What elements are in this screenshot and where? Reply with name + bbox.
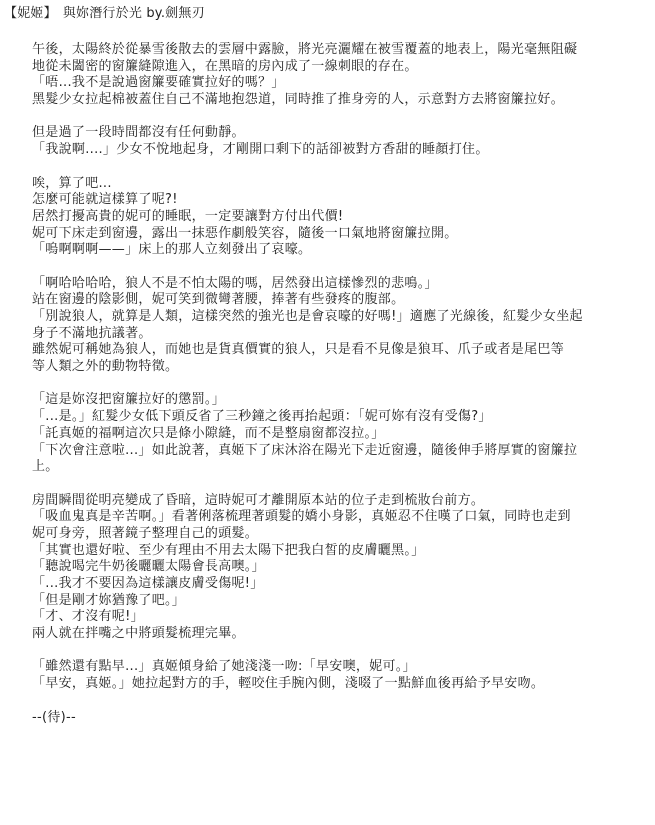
- paragraph-gap: [32, 109, 647, 126]
- end-mark: --(待)--: [32, 709, 77, 725]
- paragraph-gap: [32, 476, 647, 493]
- story-line: 「吸血鬼真是辛苦啊。」看著俐落梳理著頭髮的嬌小身影，真姬忍不住嘆了口氣，同時也走到: [32, 509, 571, 525]
- story-line: 「其實也還好啦、至少有理由不用去太陽下把我白皙的皮膚曬黑。」: [32, 542, 425, 558]
- story-line: 「...我才不要因為這樣讓皮膚受傷呢!」: [32, 576, 264, 591]
- paragraph-gap: [32, 693, 647, 710]
- story-line: 「才、才沒有呢!」: [32, 609, 144, 625]
- story-line: 房間瞬間從明亮變成了昏暗，這時妮可才離開原本站的位子走到梳妝台前方。: [32, 492, 485, 508]
- title-tag: 【妮姬】: [4, 6, 57, 21]
- story-paragraph: [32, 42, 647, 109]
- story-line: 但是過了一段時間都沒有任何動靜。: [32, 125, 245, 141]
- story-line: 「但是剛才妳猶豫了吧。」: [32, 592, 186, 608]
- story-line: 「我說啊....」少女不悅地起身，才剛開口剩下的話卻被對方香甜的睡顏打住。: [32, 142, 489, 158]
- story-line: 「啊哈哈哈哈，狼人不是不怕太陽的嗎，居然發出這樣慘烈的悲鳴。」: [32, 275, 438, 291]
- story-line: 「別說狼人，就算是人類，這樣突然的強光也是會哀嚎的好嗎!」適應了光線後，紅髮少女坐起: [32, 309, 583, 324]
- story-paragraph: [32, 659, 647, 692]
- story-paragraph: [32, 176, 647, 259]
- story-line: 兩人就在拌嘴之中將頭髮梳理完畢。: [32, 626, 245, 642]
- story-line: 「...是。」紅髮少女低下頭反省了三秒鐘之後再抬起頭：「妮可妳有沒有受傷?」: [32, 409, 492, 425]
- title-text: 與妳潛行於光 by.劍無刃: [62, 6, 205, 21]
- story-line: 午後，太陽終於從暴雪後散去的雲層中露臉，將光亮灑耀在被雪覆蓋的地表上，陽光毫無阻礙: [32, 42, 578, 57]
- story-line: 雖然妮可稱她為狼人，而她也是貨真價實的狼人，只是看不見像是狼耳、爪子或者是尾巴等: [32, 342, 565, 358]
- story-line: 地從未闔密的窗簾縫隙進入，在黑暗的房內成了一線刺眼的存在。: [32, 58, 418, 74]
- paragraph-gap: [32, 259, 647, 276]
- story-line: 「這是妳沒把窗簾拉好的懲罰。」: [32, 392, 226, 408]
- story-line: 「早安，真姬。」她拉起對方的手，輕咬住手腕內側，淺啜了一點鮮血後再給予早安吻。: [32, 676, 545, 692]
- story-line: 「託真姬的福啊這次只是條小隙縫，而不是整扇窗都沒拉。」: [32, 425, 385, 441]
- story-line: 唉，算了吧...: [32, 175, 112, 191]
- document-title: [4, 4, 205, 24]
- story-line: 妮可下床走到窗邊，露出一抹惡作劇般笑容，隨後一口氣地將窗簾拉開。: [32, 225, 458, 241]
- paragraph-gap: [32, 376, 647, 393]
- story-line: 等人類之外的動物特徵。: [32, 359, 179, 375]
- story-paragraph: [32, 276, 647, 376]
- story-line: 「雖然還有點早...」真姬傾身給了她淺淺一吻:「早安噢，妮可。」: [32, 659, 416, 675]
- paragraph-gap: [32, 159, 647, 176]
- story-line: 黑髮少女拉起棉被蓋住自己不滿地抱怨道，同時推了推身旁的人，示意對方去將窗簾拉好。: [32, 92, 565, 108]
- story-line: 「聽說喝完牛奶後曬曬太陽會長高噢。」: [32, 559, 265, 575]
- story-line: 上。: [32, 459, 59, 475]
- story-line: 身子不滿地抗議著。: [32, 325, 152, 341]
- story-line: 站在窗邊的陰影側，妮可笑到微彎著腰，捧著有些發疼的腹部。: [32, 292, 405, 308]
- story-line: 居然打擾高貴的妮可的睡眠，一定要讓對方付出代價!: [32, 208, 344, 224]
- paragraph-gap: [32, 643, 647, 660]
- story-line: 「下次會注意啦...」如此說著，真姬下了床沐浴在陽光下走近窗邊，隨後伸手將厚實的窗簾拉: [32, 442, 578, 458]
- story-paragraph: [32, 392, 647, 475]
- story-line: 「嗚啊啊啊——」床上的那人立刻發出了哀嚎。: [32, 242, 312, 258]
- story-body: [32, 42, 647, 726]
- story-line: 怎麼可能就這樣算了呢?!: [32, 192, 178, 208]
- story-line: 妮可身旁，照著鏡子整理自己的頭髮。: [32, 525, 259, 541]
- story-line: 「唔...我不是說過窗簾要確實拉好的嗎？」: [32, 75, 285, 91]
- story-paragraph: [32, 125, 647, 158]
- story-paragraph: [32, 493, 647, 643]
